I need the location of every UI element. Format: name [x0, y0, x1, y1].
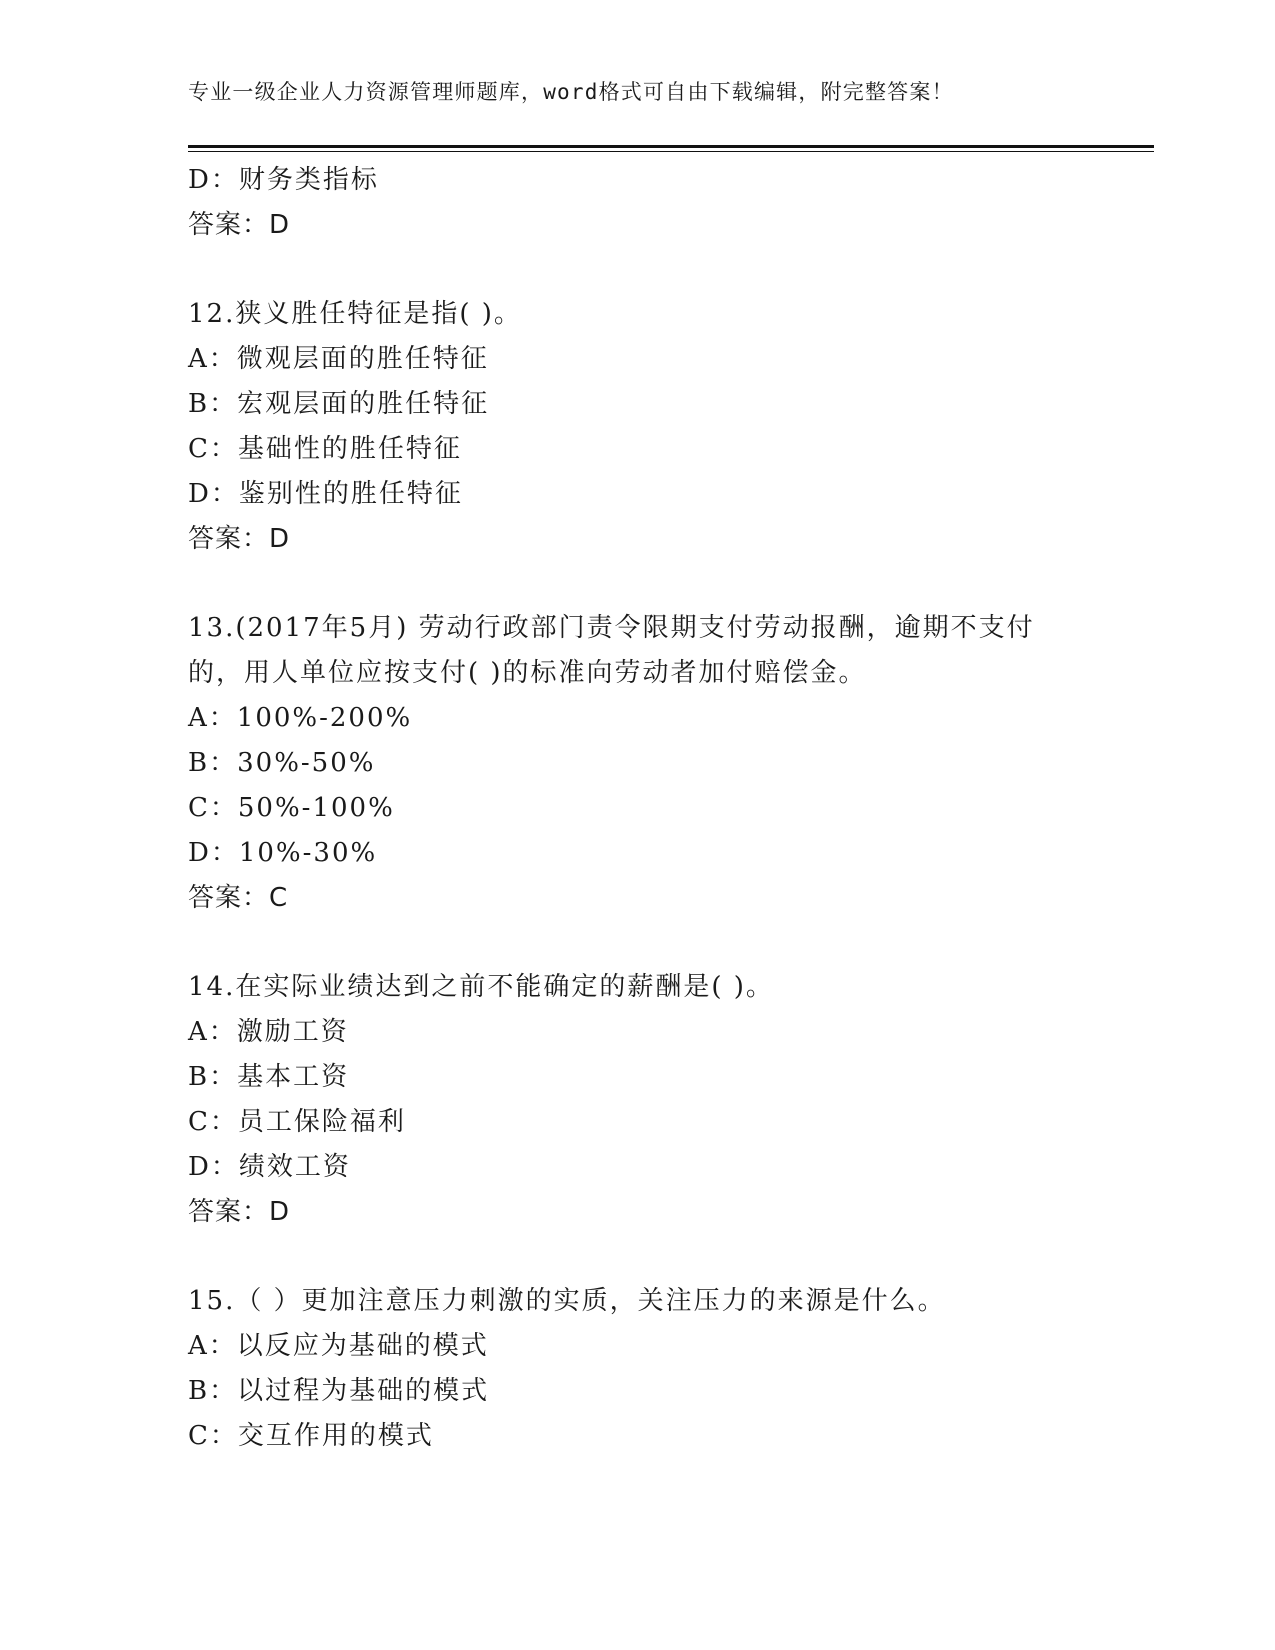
question-content [188, 158, 1108, 1459]
q13-option-c: C：50%-100% [188, 793, 395, 823]
q14-option-b: B：基本工资 [188, 1062, 350, 1092]
q13-stem-line2: 的，用人单位应按支付( )的标准向劳动者加付赔偿金。 [188, 658, 867, 688]
header-rule-thick [188, 145, 1154, 148]
q11-option-d: D：财务类指标 [188, 165, 379, 195]
q14-answer: 答案：D [188, 1197, 291, 1227]
spacer [188, 562, 1108, 606]
spacer [188, 248, 1108, 292]
q13-stem-line1: 13.(2017年5月) 劳动行政部门责令限期支付劳动报酬，逾期不支付 [188, 613, 1035, 643]
q12-option-b: B：宏观层面的胜任特征 [188, 389, 490, 419]
q14-stem: 14.在实际业绩达到之前不能确定的薪酬是( )。 [188, 972, 774, 1002]
spacer [188, 921, 1108, 965]
q13-option-b: B：30%-50% [188, 748, 376, 778]
q15-option-c: C：交互作用的模式 [188, 1421, 434, 1451]
q13-option-d: D：10%-30% [188, 838, 378, 868]
q12-option-a: A：微观层面的胜任特征 [188, 344, 489, 374]
q14-option-c: C：员工保险福利 [188, 1107, 406, 1137]
q12-answer: 答案：D [188, 524, 291, 554]
q12-stem: 12.狭义胜任特征是指( )。 [188, 299, 522, 329]
q14-option-a: A：激励工资 [188, 1017, 349, 1047]
q11-answer: 答案：D [188, 210, 291, 240]
q13-option-a: A：100%-200% [188, 703, 413, 733]
q15-stem: 15.（ ）更加注意压力刺激的实质，关注压力的来源是什么。 [188, 1286, 946, 1316]
page-header: 专业一级企业人力资源管理师题库，word格式可自由下载编辑，附完整答案！ [188, 80, 954, 104]
q15-option-a: A：以反应为基础的模式 [188, 1331, 489, 1361]
q12-option-d: D：鉴别性的胜任特征 [188, 479, 463, 509]
spacer [188, 1235, 1108, 1279]
q15-option-b: B：以过程为基础的模式 [188, 1376, 490, 1406]
q14-option-d: D：绩效工资 [188, 1152, 351, 1182]
q13-answer: 答案：C [188, 883, 289, 913]
q12-option-c: C：基础性的胜任特征 [188, 434, 462, 464]
header-rule-thin [188, 151, 1154, 152]
